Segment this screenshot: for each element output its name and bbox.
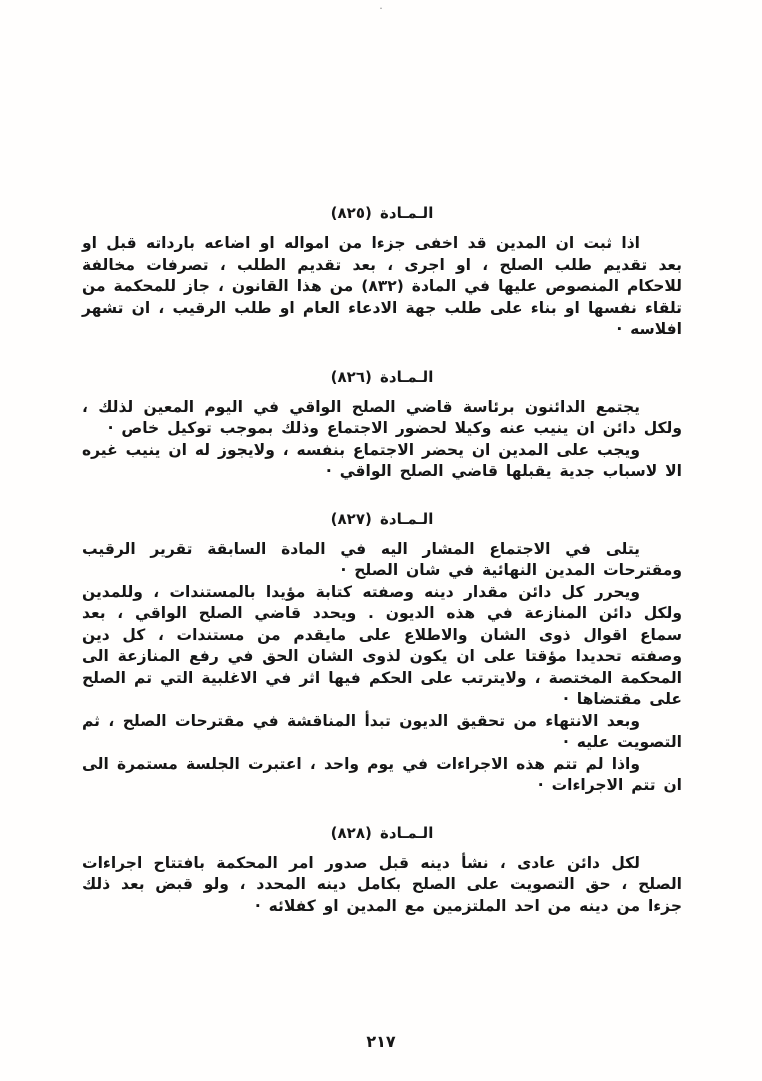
article-paragraph: واذا لم تتم هذه الاجراءات في يوم واحد ، اعتبرت الجلسة مستمرة الى ان تتم الاجراءات · <box>82 754 682 794</box>
article-heading-826: الـمـادة (٨٢٦) <box>330 367 434 386</box>
article-paragraph: يتلى في الاجتماع المشار اليه في المادة السابقة تقرير الرقيب ومقترحات المدين النهائية في شان الصلح · <box>82 539 682 579</box>
page-content <box>82 204 682 917</box>
top-edge-mark: · <box>379 2 383 15</box>
article-heading-827: الـمـادة (٨٢٧) <box>330 509 434 528</box>
article-paragraph: لكل دائن عادى ، نشأ دينه قبل صدور امر المحكمة بافتتاح اجراءات الصلح ، حق التصويت على الصلح بكامل دينه المحدد ، ولو قبض بعد ذلك جزءا من دينه من احد الملتزمين مع المدين او كفلائه · <box>82 853 682 915</box>
article-section-826 <box>82 368 682 483</box>
article-section-827 <box>82 510 682 797</box>
article-paragraph: اذا ثبت ان المدين قد اخفى جزءا من امواله او اضاعه بارداته قبل او بعد تقديم طلب الصلح ، او اجرى ، بعد تقديم الطلب ، تصرفات مخالفة للاحكام المنصوص عليها في المادة (٨٣٢) من هذا القانون ، جاز للمحكمة من تلقاء نفسها او بناء على طلب جهة الادعاء العام او طلب الرقيب ، ان تشهر افلاسه · <box>82 234 683 338</box>
page-number: ٢١٧ <box>366 1032 396 1051</box>
article-paragraph: يجتمع الدائنون برئاسة قاضي الصلح الواقي في اليوم المعين لذلك ، ولكل دائن ان ينيب عنه وكيلا لحضور الاجتماع وذلك بموجب توكيل خاص · <box>82 397 682 437</box>
article-paragraph: ويجب على المدين ان يحضر الاجتماع بنفسه ، ولايجوز له ان ينيب غيره الا لاسباب جدية يقبلها قاضي الصلح الواقي · <box>82 440 682 480</box>
article-section-828 <box>82 824 682 918</box>
article-heading-828: الـمـادة (٨٢٨) <box>330 823 434 842</box>
article-section-825 <box>82 204 682 341</box>
article-paragraph: وبعد الانتهاء من تحقيق الديون تبدأ المناقشة في مقترحات الصلح ، ثم التصويت عليه · <box>82 711 682 751</box>
article-paragraph: ويحرر كل دائن مقدار دينه وصفته كتابة مؤيدا بالمستندات ، وللمدين ولكل دائن المنازعة في هذه الديون . ويحدد قاضي الصلح الواقي ، بعد سماع اقوال ذوى الشان والاطلاع على مايقدم من مستندات ، كل دين وصفته تحديدا مؤقتا على ان يكون لذوى الشان الحق في رفع المنازعة الى المحكمة المختصة ، ولايترتب على الحكم فيها اثر في الاغلبية التي تم الصلح على مقتضاها · <box>82 582 682 708</box>
article-heading-825: الـمـادة (٨٢٥) <box>330 204 434 222</box>
